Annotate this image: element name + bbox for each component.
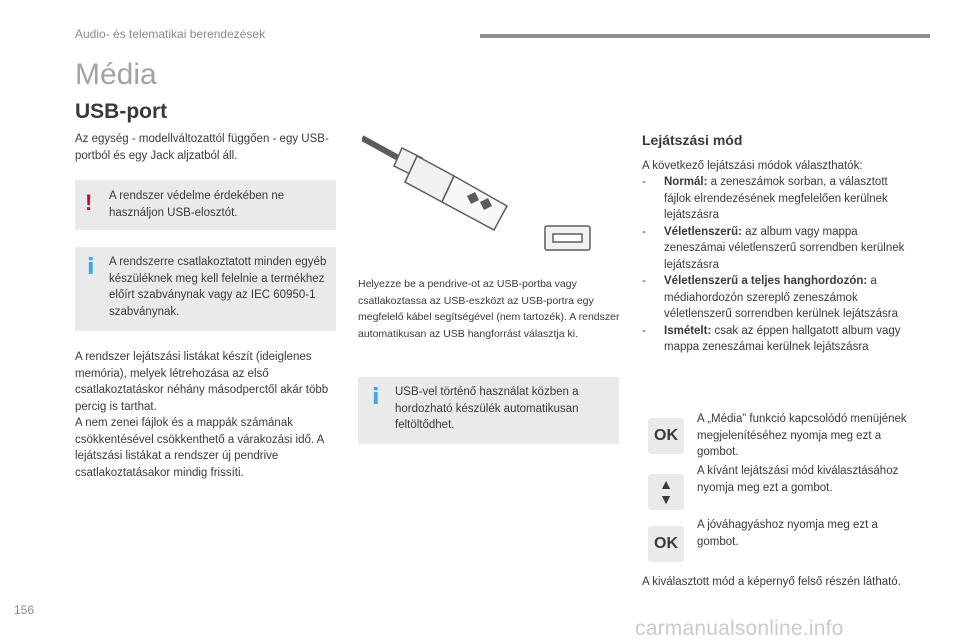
- list-item: - Véletlenszerű a teljes hanghordozón: a médiahordozón szereplő zeneszámok véletlenszerű sorrendben kerülnek lejátszásra: [642, 275, 898, 320]
- info-icon: i: [87, 255, 95, 280]
- step-3-text: A jóváhagyáshoz nyomja meg ezt a gombot.: [697, 519, 878, 548]
- final-paragraph: A kiválasztott mód a képernyő felső részén látható.: [642, 576, 901, 588]
- section-title-usb: USB-port: [75, 100, 168, 123]
- usb-illustration: [362, 130, 620, 260]
- info-standards-text: A rendszerre csatlakoztatott minden egyéb készüléknek meg kell felelnie a termékhez előírt szabványnak vagy az IEC 60950-1 szabványnak.: [109, 256, 327, 318]
- watermark: carmanualsonline.info: [635, 617, 844, 640]
- usb-plug-icon: [362, 130, 620, 260]
- info-box-standards: [75, 247, 336, 331]
- warning-exclamation-icon: !: [85, 190, 93, 215]
- playback-mode-list: [642, 174, 907, 356]
- ok-button-icon: OK: [648, 418, 684, 454]
- step-1-text: A „Média” funkció kapcsolódó menüjének megjelenítéséhez nyomja meg ezt a gombot.: [697, 413, 907, 458]
- arrows-up-down-icon: ▲ ▼: [648, 474, 684, 510]
- list-item: - Ismételt: csak az éppen hallgatott album vagy mappa zeneszámai kerülnek lejátszásra: [642, 324, 901, 353]
- page-title: Média: [75, 58, 157, 91]
- page-number: 156: [14, 603, 35, 617]
- list-item: - Normál: a zeneszámok sorban, a választott fájlok elrendezésének megfelelően kerülnek lejátszásra: [642, 176, 888, 221]
- step-2-text: A kívánt lejátszási mód kiválasztásához nyomja meg ezt a gombot.: [697, 465, 899, 494]
- playback-intro: A következő lejátszási módok választhatók:: [642, 160, 863, 172]
- playback-mode-title: Lejátszási mód: [642, 132, 743, 148]
- info-icon: i: [372, 385, 380, 410]
- info-charging-text: USB-vel történő használat közben a hordozható készülék automatikusan feltöltődhet.: [395, 386, 579, 431]
- list-item: - Véletlenszerű: az album vagy mappa zeneszámai véletlenszerű sorrendben kerülnek lejátszásra: [642, 225, 905, 271]
- intro-paragraph: Az egység - modellváltozattól függően - egy USB-portból és egy Jack aljzatból áll.: [75, 133, 329, 162]
- info-box-charging: [358, 377, 619, 444]
- ok-button-icon: OK: [648, 526, 684, 562]
- header-bar: [480, 34, 930, 38]
- warning-text: A rendszer védelme érdekében ne használjon USB-elosztót.: [109, 190, 285, 219]
- usb-caption: Helyezze be a pendrive-ot az USB-portba vagy csatlakoztassa az USB-eszközt az USB-portra egy megfelelő kábel segítségével (nem tartozék). A rendszer automatikusan az USB hangforrást választja ki.: [358, 278, 620, 340]
- page-header-title: Audio- és telematikai berendezések: [75, 27, 266, 41]
- playlist-paragraph: A rendszer lejátszási listákat készít (ideiglenes memória), melyek létrehozása az első csatlakoztatáskor néhány másodperctől akár több percig is tarthat. A nem zenei fájlok és a mappák számának csökkentésével csökkenthető a várakozási idő. A lejátszási listákat a rendszer új pendrive csatlakoztatásakor mindig frissíti.: [75, 351, 329, 479]
- warning-box: [75, 180, 336, 230]
